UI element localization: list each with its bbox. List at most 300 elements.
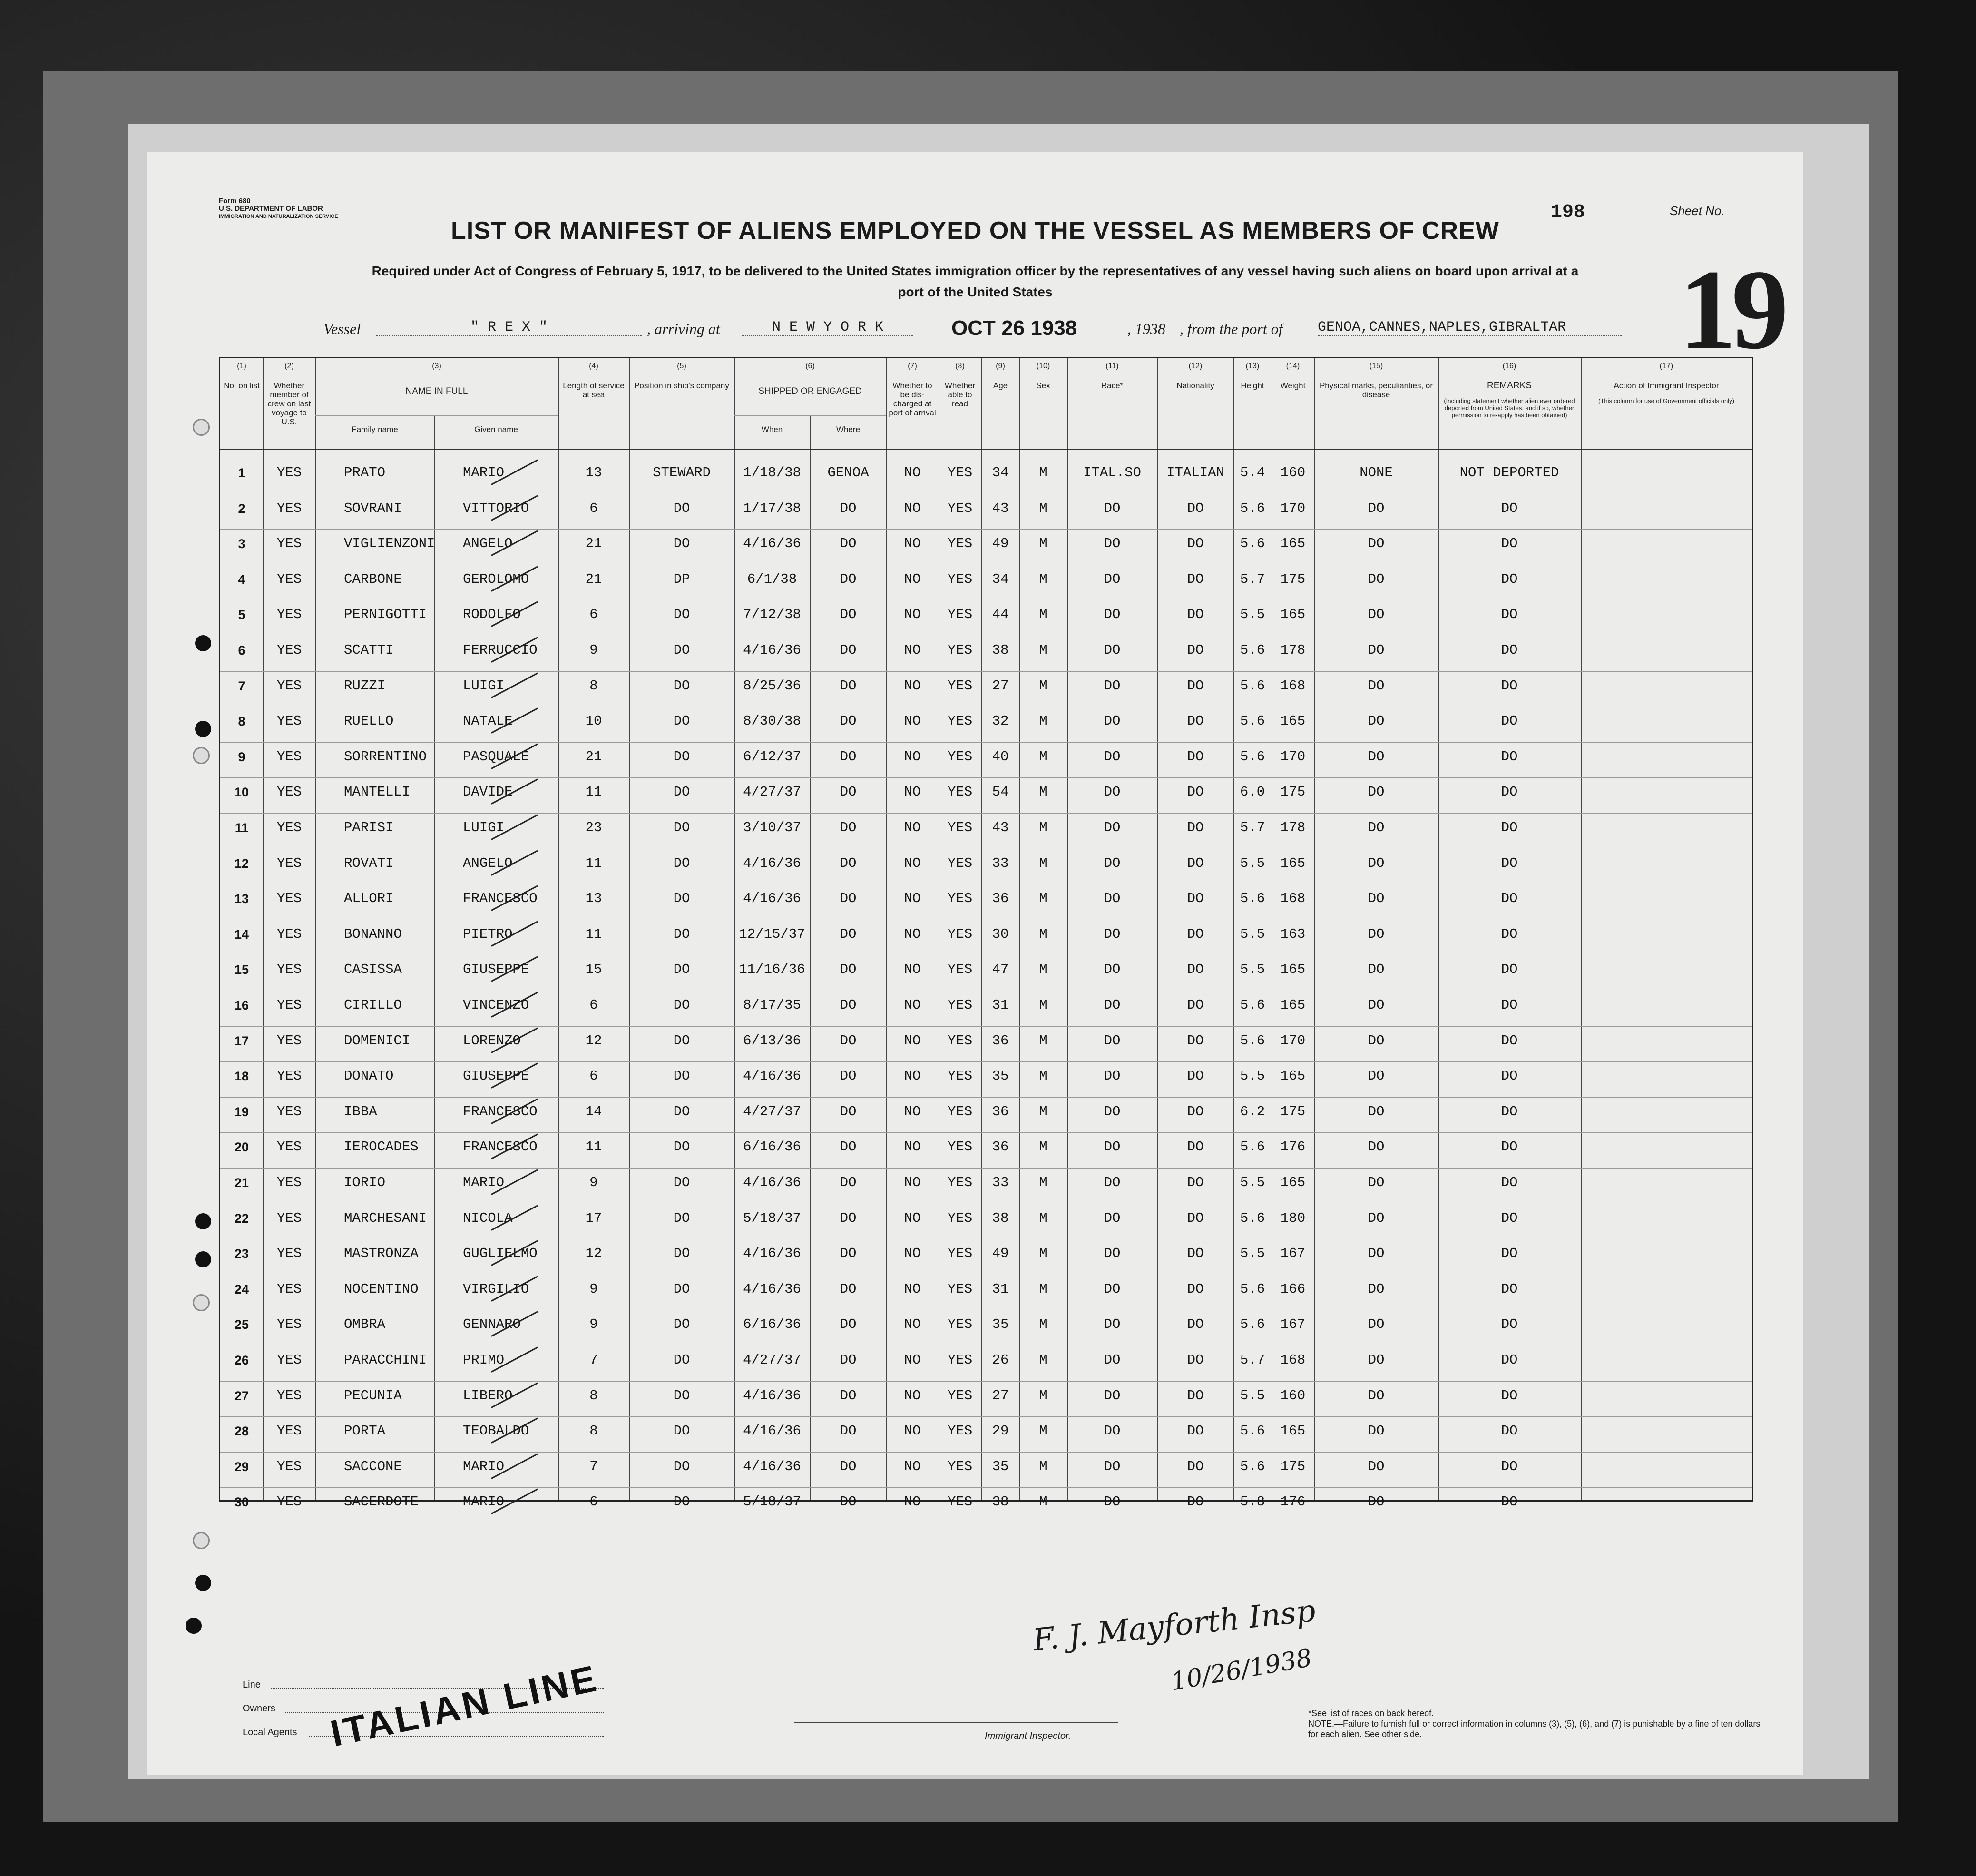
table-cell: NO (904, 1423, 921, 1439)
table-cell: DO (840, 607, 857, 623)
column-number: (13) (1245, 362, 1260, 370)
table-cell: DO (673, 1458, 690, 1474)
table-cell: YES (276, 855, 302, 871)
sheet-number: 198 (1551, 202, 1585, 223)
table-cell: 165 (1280, 1175, 1306, 1190)
table-cell: DO (1104, 997, 1121, 1013)
footnote (1308, 1708, 1765, 1739)
table-cell: DO (673, 713, 690, 729)
punch-hole (195, 635, 211, 651)
table-cell: DO (1368, 1281, 1385, 1297)
column-number: (8) (955, 362, 965, 370)
vessel-label: Vessel (323, 320, 361, 337)
table-cell: 1/17/38 (743, 500, 801, 516)
table-cell: 4/16/36 (743, 642, 801, 658)
table-cell: TEOBALDO (463, 1423, 529, 1439)
table-cell: YES (276, 1316, 302, 1333)
table-cell: DO (1104, 678, 1121, 694)
table-cell: 9 (589, 1316, 598, 1333)
table-cell: 19 (234, 1104, 249, 1119)
table-cell: 5.6 (1240, 997, 1265, 1013)
table-cell: DO (1368, 607, 1385, 623)
table-cell: DO (673, 1387, 690, 1404)
table-cell: DO (1104, 1458, 1121, 1474)
column-number: (5) (677, 362, 686, 370)
table-cell: 4/27/37 (743, 1352, 801, 1368)
table-cell: 35 (992, 1458, 1009, 1474)
table-cell: 175 (1280, 1458, 1306, 1474)
table-cell: 180 (1280, 1210, 1306, 1226)
table-cell: YES (947, 536, 973, 552)
table-cell: 5.6 (1240, 678, 1265, 694)
table-cell: SACERDOTE (344, 1494, 419, 1510)
table-cell: 7 (589, 1352, 598, 1368)
column-number: (12) (1188, 362, 1203, 370)
table-cell: 7/12/38 (743, 607, 801, 623)
table-cell: ROVATI (344, 855, 394, 871)
table-row-rule (220, 1132, 1752, 1133)
table-cell: DO (673, 1139, 690, 1155)
table-cell: DO (673, 855, 690, 871)
table-cell: DO (1501, 1068, 1518, 1084)
table-cell: YES (276, 748, 302, 765)
table-cell: DO (1501, 571, 1518, 587)
table-cell: 27 (234, 1388, 249, 1403)
arriving-port: N E W Y O R K (742, 319, 913, 336)
table-cell: 27 (992, 678, 1009, 694)
table-cell: 15 (234, 963, 249, 977)
table-cell: 47 (992, 962, 1009, 978)
table-cell: 163 (1280, 926, 1306, 942)
table-cell: YES (947, 1316, 973, 1333)
column-header-note: (This column for use of Government officials only) (1598, 397, 1734, 404)
table-cell: YES (276, 642, 302, 658)
table-cell: SCATTI (344, 642, 394, 658)
table-cell: 4/16/36 (743, 1281, 801, 1297)
table-cell: NATALE (463, 713, 513, 729)
table-cell: RUELLO (344, 713, 394, 729)
manifest-page (147, 152, 1803, 1775)
table-cell: 18 (234, 1069, 249, 1084)
table-cell: DO (1368, 1352, 1385, 1368)
table-cell: DO (673, 962, 690, 978)
table-cell: NO (904, 607, 921, 623)
column-number: (14) (1286, 362, 1300, 370)
table-cell: 20 (234, 1140, 249, 1155)
table-cell: 165 (1280, 713, 1306, 729)
table-cell: DO (840, 1316, 857, 1333)
table-cell: 49 (992, 536, 1009, 552)
table-cell: MANTELLI (344, 784, 411, 800)
table-cell: M (1039, 1494, 1047, 1510)
table-cell: YES (947, 1032, 973, 1049)
table-cell: 16 (234, 998, 249, 1012)
table-cell: DO (1368, 1068, 1385, 1084)
table-cell: 43 (992, 820, 1009, 835)
table-cell: YES (947, 1068, 973, 1084)
table-cell: DO (1104, 500, 1121, 516)
table-cell: DO (673, 607, 690, 623)
table-cell: 8 (589, 678, 598, 694)
punch-hole (193, 1532, 210, 1549)
table-cell: DO (1501, 713, 1518, 729)
table-cell: DO (1104, 1281, 1121, 1297)
table-cell: DO (1104, 748, 1121, 765)
table-cell: DO (1104, 855, 1121, 871)
table-cell: DO (673, 784, 690, 800)
table-row-rule (220, 1487, 1752, 1488)
table-cell: PARACCHINI (344, 1352, 427, 1368)
table-cell: DO (1187, 784, 1204, 800)
table-cell: NO (904, 1032, 921, 1049)
table-cell: 40 (992, 748, 1009, 765)
table-cell: 33 (992, 1175, 1009, 1190)
table-cell: DO (1501, 1387, 1518, 1404)
table-cell: YES (947, 891, 973, 907)
column-header: NAME IN FULL (405, 386, 468, 396)
table-cell: 6 (589, 1068, 598, 1084)
table-cell: DO (1501, 678, 1518, 694)
table-cell: M (1039, 713, 1047, 729)
table-cell: M (1039, 678, 1047, 694)
table-cell: DO (840, 642, 857, 658)
table-cell: 5.6 (1240, 1281, 1265, 1297)
table-cell: MARIO (463, 465, 505, 481)
page-subtitle (224, 261, 1727, 303)
table-cell: 4/27/37 (743, 1103, 801, 1120)
table-cell: 36 (992, 891, 1009, 907)
table-cell: 31 (992, 1281, 1009, 1297)
table-cell: DO (1104, 784, 1121, 800)
table-cell: YES (947, 1352, 973, 1368)
table-cell: DO (1187, 962, 1204, 978)
table-cell: 3/10/37 (743, 820, 801, 835)
table-cell: DO (1104, 571, 1121, 587)
table-cell: YES (947, 1103, 973, 1120)
table-cell: 9 (589, 642, 598, 658)
table-cell: DO (673, 1068, 690, 1084)
crew-manifest-table (219, 357, 1753, 1510)
table-cell: DO (673, 500, 690, 516)
table-cell: DO (1501, 962, 1518, 978)
table-cell: 12 (234, 856, 249, 871)
column-header: REMARKS (1487, 381, 1532, 391)
table-cell: 26 (992, 1352, 1009, 1368)
form-number: Form 680 (219, 197, 251, 205)
table-cell: 32 (992, 713, 1009, 729)
table-cell: 168 (1280, 1352, 1306, 1368)
table-cell: NOT DEPORTED (1459, 465, 1559, 481)
table-cell: DO (1501, 926, 1518, 942)
table-cell: DO (1104, 1246, 1121, 1262)
table-cell: DO (1187, 1246, 1204, 1262)
column-subheader: When (761, 425, 783, 434)
table-cell: YES (947, 1139, 973, 1155)
table-cell: DO (1501, 784, 1518, 800)
table-cell: MARCHESANI (344, 1210, 427, 1226)
table-cell: 5.6 (1240, 748, 1265, 765)
column-number: (10) (1036, 362, 1050, 370)
date-stamp: OCT 26 1938 (951, 316, 1077, 340)
table-cell: 7 (238, 678, 245, 693)
table-cell: 1 (238, 466, 245, 480)
table-cell: DO (1187, 1316, 1204, 1333)
table-cell: VITTORIO (463, 500, 529, 516)
table-cell: DO (840, 891, 857, 907)
table-cell: 13 (585, 891, 602, 907)
column-header: SHIPPED OR ENGAGED (758, 386, 862, 396)
table-cell: PRATO (344, 465, 386, 481)
table-cell: DO (1368, 1387, 1385, 1404)
table-cell: M (1039, 784, 1047, 800)
table-cell: DO (673, 1246, 690, 1262)
table-row-rule (220, 1026, 1752, 1027)
punch-hole (193, 1294, 210, 1311)
table-cell: 38 (992, 1494, 1009, 1510)
table-cell: 6/13/36 (743, 1032, 801, 1049)
table-cell: 6 (238, 643, 245, 658)
table-cell: NO (904, 1458, 921, 1474)
local-agents-label: Local Agents (243, 1727, 297, 1738)
table-cell: 8/30/38 (743, 713, 801, 729)
table-cell: NO (904, 536, 921, 552)
table-cell: DP (673, 571, 690, 587)
signature-date: 10/26/1938 (1169, 1643, 1314, 1697)
table-row-rule (220, 1061, 1752, 1062)
table-cell: M (1039, 1068, 1047, 1084)
table-cell: 5.5 (1240, 962, 1265, 978)
table-cell: 5.6 (1240, 1210, 1265, 1226)
table-cell: NO (904, 891, 921, 907)
table-cell: DO (840, 1494, 857, 1510)
table-cell: NICOLA (463, 1210, 513, 1226)
table-cell: YES (276, 571, 302, 587)
table-cell: 5.6 (1240, 500, 1265, 516)
table-cell: DO (1501, 500, 1518, 516)
column-header: Whether member of crew on last voyage to U.S. (267, 381, 311, 426)
table-cell: STEWARD (653, 465, 711, 481)
table-cell: 9 (589, 1281, 598, 1297)
table-row-rule (220, 1381, 1752, 1382)
table-cell: DO (673, 1494, 690, 1510)
table-cell: 175 (1280, 784, 1306, 800)
table-cell: DO (840, 713, 857, 729)
table-cell: 178 (1280, 820, 1306, 835)
table-cell: 29 (234, 1459, 249, 1474)
table-cell: 166 (1280, 1281, 1306, 1297)
punch-hole (193, 747, 210, 764)
table-cell: 1/18/38 (743, 465, 801, 481)
column-number: (9) (996, 362, 1005, 370)
table-cell: 31 (992, 997, 1009, 1013)
table-cell: 5.5 (1240, 855, 1265, 871)
table-cell: YES (947, 1458, 973, 1474)
table-cell: 49 (992, 1246, 1009, 1262)
table-cell: 5.7 (1240, 820, 1265, 835)
table-cell: YES (276, 1387, 302, 1404)
column-header: No. on list (224, 381, 260, 390)
table-cell: DO (673, 1316, 690, 1333)
column-header: Position in ship's company (634, 381, 729, 390)
table-cell: DO (1187, 1139, 1204, 1155)
table-cell: DO (1368, 678, 1385, 694)
table-cell: YES (947, 1175, 973, 1190)
table-cell: 165 (1280, 855, 1306, 871)
table-cell: DO (1501, 642, 1518, 658)
table-cell: YES (947, 713, 973, 729)
column-header: Length of service at sea (563, 381, 625, 399)
italian-line-stamp: ITALIAN LINE (327, 1657, 602, 1755)
table-cell: GENOA (827, 465, 869, 481)
table-cell: YES (276, 500, 302, 516)
table-cell: FRANCESCO (463, 891, 538, 907)
table-cell: 8/17/35 (743, 997, 801, 1013)
table-cell: M (1039, 1175, 1047, 1190)
table-cell: 5.5 (1240, 926, 1265, 942)
table-cell: 33 (992, 855, 1009, 871)
table-cell: YES (947, 926, 973, 942)
table-cell: YES (947, 607, 973, 623)
table-cell: DO (1501, 1139, 1518, 1155)
table-cell: DO (1104, 1494, 1121, 1510)
table-cell: DOMENICI (344, 1032, 411, 1049)
table-cell: DO (1187, 571, 1204, 587)
table-cell: PASQUALE (463, 748, 529, 765)
table-cell: ALLORI (344, 891, 394, 907)
table-cell: 12/15/37 (739, 926, 805, 942)
table-cell: NO (904, 1494, 921, 1510)
column-header: Race* (1101, 381, 1124, 390)
table-cell: DO (1368, 891, 1385, 907)
table-cell: 165 (1280, 962, 1306, 978)
table-cell: YES (947, 1387, 973, 1404)
table-cell: DO (840, 1139, 857, 1155)
table-cell: GENNARO (463, 1316, 521, 1333)
table-cell: DO (1368, 571, 1385, 587)
table-row-rule (220, 671, 1752, 672)
table-cell: YES (276, 1494, 302, 1510)
table-cell: 43 (992, 500, 1009, 516)
table-cell: NO (904, 1281, 921, 1297)
table-cell: 170 (1280, 1032, 1306, 1049)
table-cell: DO (673, 1210, 690, 1226)
table-cell: DO (840, 784, 857, 800)
table-cell: M (1039, 891, 1047, 907)
table-cell: YES (276, 1175, 302, 1190)
table-cell: 44 (992, 607, 1009, 623)
table-cell: DO (1501, 855, 1518, 871)
table-cell: DO (673, 642, 690, 658)
table-cell: DO (1187, 748, 1204, 765)
table-cell: YES (276, 607, 302, 623)
table-row-rule (220, 1097, 1752, 1098)
table-cell: M (1039, 642, 1047, 658)
table-cell: 6.2 (1240, 1103, 1265, 1120)
table-cell: 11 (585, 855, 602, 871)
punch-hole (195, 721, 211, 737)
table-cell: M (1039, 1316, 1047, 1333)
table-cell: 9 (238, 749, 245, 764)
table-cell: M (1039, 820, 1047, 835)
table-cell: 6/1/38 (747, 571, 797, 587)
table-cell: YES (947, 1423, 973, 1439)
table-cell: 167 (1280, 1316, 1306, 1333)
table-cell: 21 (234, 1176, 249, 1190)
table-cell: 54 (992, 784, 1009, 800)
table-cell: 4/16/36 (743, 1423, 801, 1439)
table-cell: 14 (234, 927, 249, 942)
table-cell: M (1039, 500, 1047, 516)
column-number: (2) (284, 362, 294, 370)
table-cell: ITAL.SO (1083, 465, 1141, 481)
table-cell: DAVIDE (463, 784, 513, 800)
table-cell: M (1039, 962, 1047, 978)
table-cell: DO (1187, 1175, 1204, 1190)
table-cell: M (1039, 571, 1047, 587)
table-cell: M (1039, 1032, 1047, 1049)
table-cell: 21 (585, 536, 602, 552)
table-cell: DO (1368, 926, 1385, 942)
table-cell: DO (1187, 1210, 1204, 1226)
table-cell: 11 (585, 784, 602, 800)
inspector-signature-line (794, 1722, 1118, 1723)
table-cell: YES (276, 1032, 302, 1049)
table-cell: NO (904, 1246, 921, 1262)
table-cell: 5.6 (1240, 713, 1265, 729)
table-cell: NO (904, 1352, 921, 1368)
table-cell: M (1039, 926, 1047, 942)
table-cell: 160 (1280, 465, 1306, 481)
column-number: (15) (1369, 362, 1383, 370)
table-cell: NO (904, 926, 921, 942)
large-sheet-number: 19 (1679, 246, 1784, 373)
table-cell: DO (840, 1423, 857, 1439)
table-cell: 165 (1280, 536, 1306, 552)
table-cell: 8 (589, 1387, 598, 1404)
table-cell: DO (1501, 1210, 1518, 1226)
table-cell: DO (1104, 820, 1121, 835)
table-cell: DO (1104, 1103, 1121, 1120)
table-cell: NO (904, 748, 921, 765)
table-cell: 9 (589, 1175, 598, 1190)
table-cell: IEROCADES (344, 1139, 419, 1155)
column-header: Weight (1280, 381, 1306, 390)
table-cell: NO (904, 1139, 921, 1155)
table-cell: 5.5 (1240, 1175, 1265, 1190)
table-cell: M (1039, 1352, 1047, 1368)
table-cell: DO (1368, 1139, 1385, 1155)
table-cell: YES (947, 1494, 973, 1510)
table-cell: DO (1501, 1246, 1518, 1262)
table-cell: DO (1187, 1068, 1204, 1084)
table-cell: MASTRONZA (344, 1246, 419, 1262)
table-cell: DONATO (344, 1068, 394, 1084)
table-cell: 29 (992, 1423, 1009, 1439)
table-cell: NO (904, 465, 921, 481)
table-cell: DO (1187, 713, 1204, 729)
table-cell: NO (904, 642, 921, 658)
table-cell: GUGLIELMO (463, 1246, 538, 1262)
table-cell: YES (947, 748, 973, 765)
immigrant-inspector-label: Immigrant Inspector. (985, 1731, 1071, 1741)
table-cell: DO (1187, 1032, 1204, 1049)
column-header: Whether to be dis-charged at port of arrival (889, 381, 936, 417)
table-cell: VIGLIENZONI (344, 536, 435, 552)
table-cell: 167 (1280, 1246, 1306, 1262)
table-cell: DO (1104, 1139, 1121, 1155)
table-cell: 5.7 (1240, 1352, 1265, 1368)
table-cell: PECUNIA (344, 1387, 402, 1404)
